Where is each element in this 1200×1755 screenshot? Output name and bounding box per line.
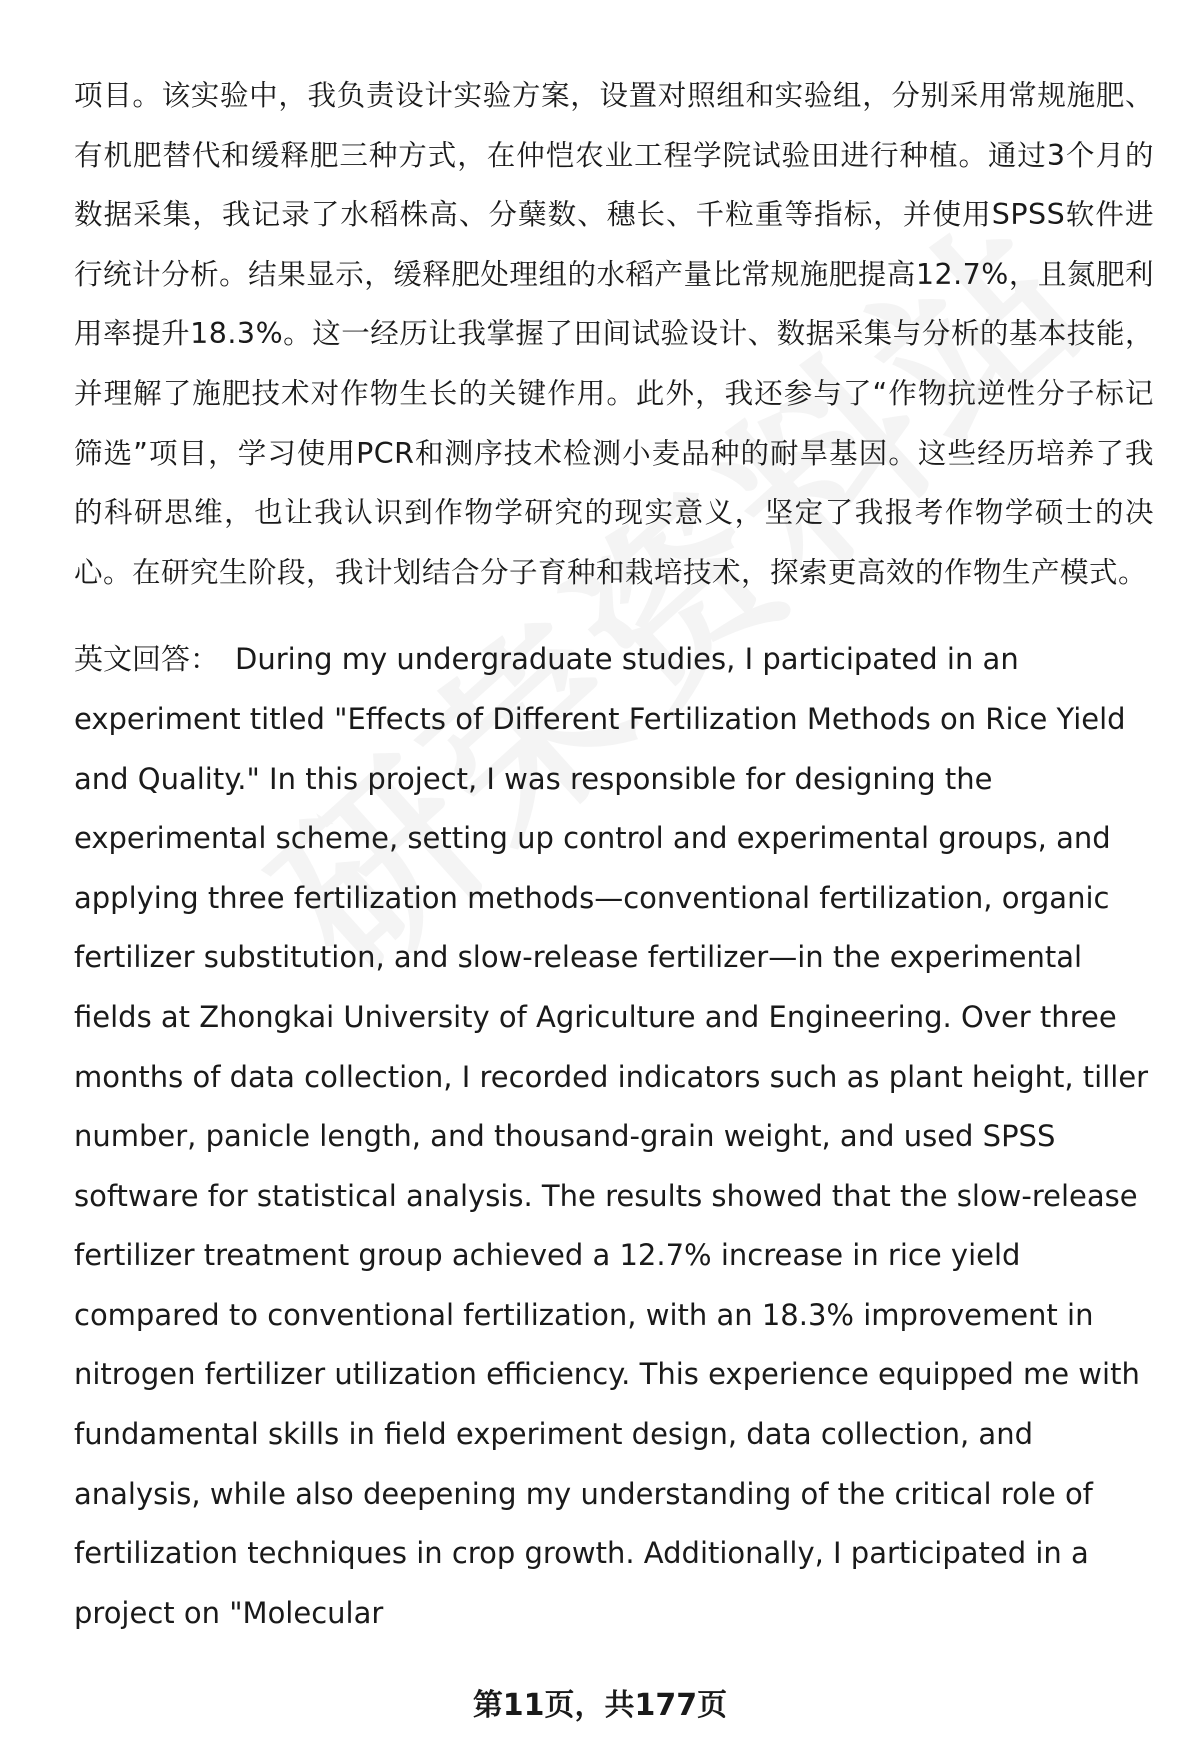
english-answer-paragraph bbox=[74, 630, 1154, 1643]
english-answer-label: 英文回答： bbox=[74, 642, 220, 677]
page-content bbox=[74, 66, 1154, 1643]
page-number-footer: 第11页，共177页 bbox=[472, 1688, 728, 1723]
english-answer-text: During my undergraduate studies, I participated in an experiment titled "Effects of Different Fertilization Methods on Rice Yield and Quality." In this project, I was responsible for designing the experimental scheme, setting up control and experimental groups, and applying three fertilization methods—conventional fertilization, organic fertilizer substitution, and slow-release fertilizer—in the experimental fields at Zhongkai University of Agriculture and Engineering. Over three months of data collection, I recorded indicators such as plant height, tiller number, panicle length, and thousand-grain weight, and used SPSS software for statistical analysis. The results showed that the slow-release fertilizer treatment group achieved a 12.7% increase in rice yield compared to conventional fertilization, with an 18.3% improvement in nitrogen fertilizer utilization efficiency. This experience equipped me with fundamental skills in field experiment design, data collection, and analysis, while also deepening my understanding of the critical role of fertilization techniques in crop growth. Additionally, I participated in a project on "Molecular bbox=[74, 642, 1149, 1630]
chinese-paragraph: 项目。该实验中，我负责设计实验方案，设置对照组和实验组，分别采用常规施肥、有机肥替代和缓释肥三种方式，在仲恺农业工程学院试验田进行种植。通过3个月的数据采集，我记录了水稻株高、分蘖数、穗长、千粒重等指标，并使用SPSS软件进行统计分析。结果显示，缓释肥处理组的水稻产量比常规施肥提高12.7%，且氮肥利用率提升18.3%。这一经历让我掌握了田间试验设计、数据采集与分析的基本技能，并理解了施肥技术对作物生长的关键作用。此外，我还参与了“作物抗逆性分子标记筛选”项目，学习使用PCR和测序技术检测小麦品种的耐旱基因。这些经历培养了我的科研思维，也让我认识到作物学研究的现实意义，坚定了我报考作物学硕士的决心。在研究生阶段，我计划结合分子育种和栽培技术，探索更高效的作物生产模式。 bbox=[74, 79, 1154, 589]
